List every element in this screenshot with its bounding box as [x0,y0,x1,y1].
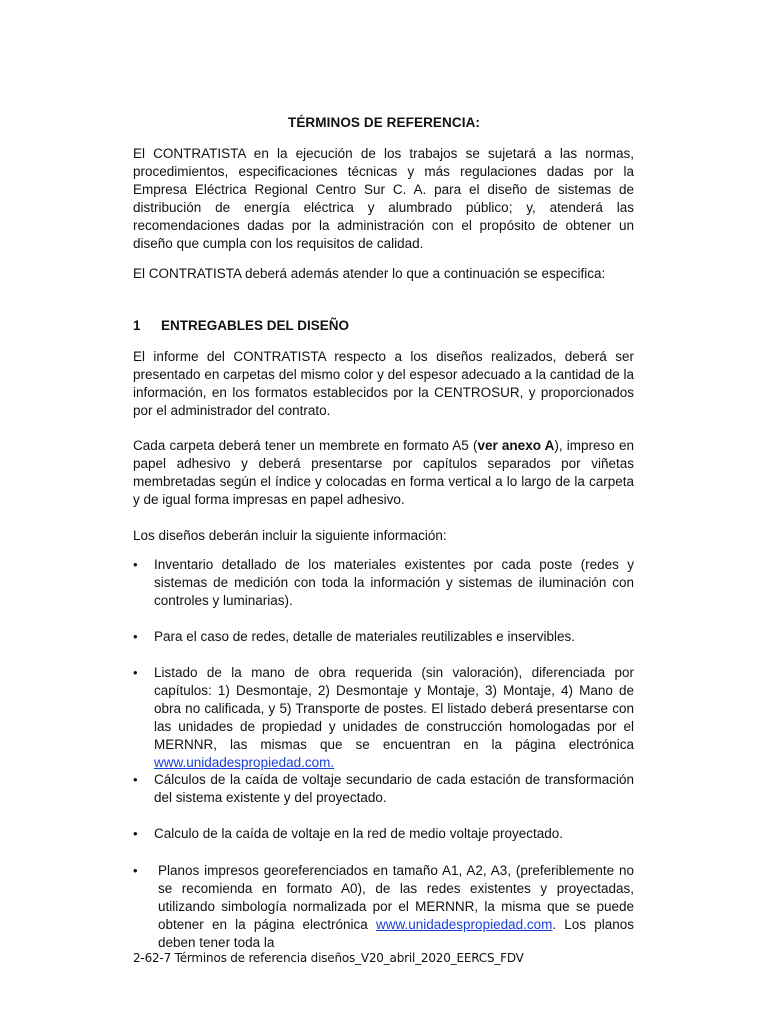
bullet-icon: • [133,826,138,841]
unidades-propiedad-link[interactable]: www.unidadespropiedad.com. [154,755,335,770]
list-item-text: Calculo de la caída de voltaje en la red de medio voltaje proyectado. [154,826,564,841]
designs-intro-paragraph: Los diseños deberán incluir la siguiente información: [133,528,447,543]
section-heading [133,317,349,335]
bullet-icon: • [133,863,138,878]
section-title: ENTREGABLES DEL DISEÑO [161,318,350,333]
list-item-text [154,664,634,772]
annex-reference: ver anexo A [477,438,555,453]
folder-paragraph [133,437,634,509]
list-item-text [158,862,634,952]
intro-paragraph: El CONTRATISTA en la ejecución de los trabajos se sujetará a las normas, procedimientos, especificaciones técnicas y más regulaciones dadas por la Empresa Eléctrica Regional Centro Sur C. A. para el diseño de sistemas de distribución de energía eléctrica y alumbrado público; y, atenderá las recomendaciones dadas por la administración con el propósito de obtener un diseño que cumpla con los requisitos de calidad. [133,146,634,251]
list-item-text-tail: . Los planos deben tener toda la [158,917,634,950]
list-item-text: Inventario detallado de los materiales existentes por cada poste (redes y sistemas de medición con toda la información y sistemas de iluminación con controles y luminarias). [154,557,634,608]
list-item-text: Cálculos de la caída de voltaje secundario de cada estación de transformación del sistema existente y del proyectado. [154,772,634,805]
folder-text-end: ), impreso en papel adhesivo y deberá presentarse por capítulos separados por viñetas membretadas según el índice y colocadas en forma vertical a lo largo de la carpeta y de igual forma impresas en papel adhesivo. [133,438,634,507]
unidades-propiedad-link[interactable]: www.unidadespropiedad.com [376,917,553,932]
section-number: 1 [133,318,141,333]
bullet-icon: • [133,772,138,787]
deliverables-paragraph: El informe del CONTRATISTA respecto a los diseños realizados, deberá ser presentado en carpetas del mismo color y del espesor adecuado a la cantidad de la información, en los formatos establecidos por la CENTROSUR, y proporcionados por el administrador del contrato. [133,349,634,418]
page-footer: 2-62-7 Términos de referencia diseños_V20_abril_2020_EERCS_FDV [133,951,524,965]
list-item-text-body: Planos impresos georeferenciados en tamaño A1, A2, A3, (preferiblemente no se recomienda en formato A0), de las redes existentes y proyectadas, utilizando simbología normalizada por el MERNNR, la misma que se puede obtener en la página electrónica [158,863,634,932]
folder-text-start: Cada carpeta deberá tener un membrete en formato A5 ( [133,438,478,453]
bullet-icon: • [133,629,138,644]
intro-paragraph-2: El CONTRATISTA deberá además atender lo que a continuación se especifica: [133,266,606,281]
bullet-icon: • [133,665,138,680]
bullet-icon: • [133,557,138,572]
page-title: TÉRMINOS DE REFERENCIA: [287,115,481,130]
list-item-text-body: Listado de la mano de obra requerida (sin valoración), diferenciada por capítulos: 1) Desmontaje, 2) Desmontaje y Montaje, 3) Montaje, 4) Mano de obra no calificada, y 5) Transporte de postes. El listado deberá presentarse con las unidades de propiedad y unidades de construcción homologadas por el MERNNR, las mismas que se encuentran en la página electrónica [154,665,634,752]
list-item-text: Para el caso de redes, detalle de materiales reutilizables e inservibles. [154,629,575,644]
